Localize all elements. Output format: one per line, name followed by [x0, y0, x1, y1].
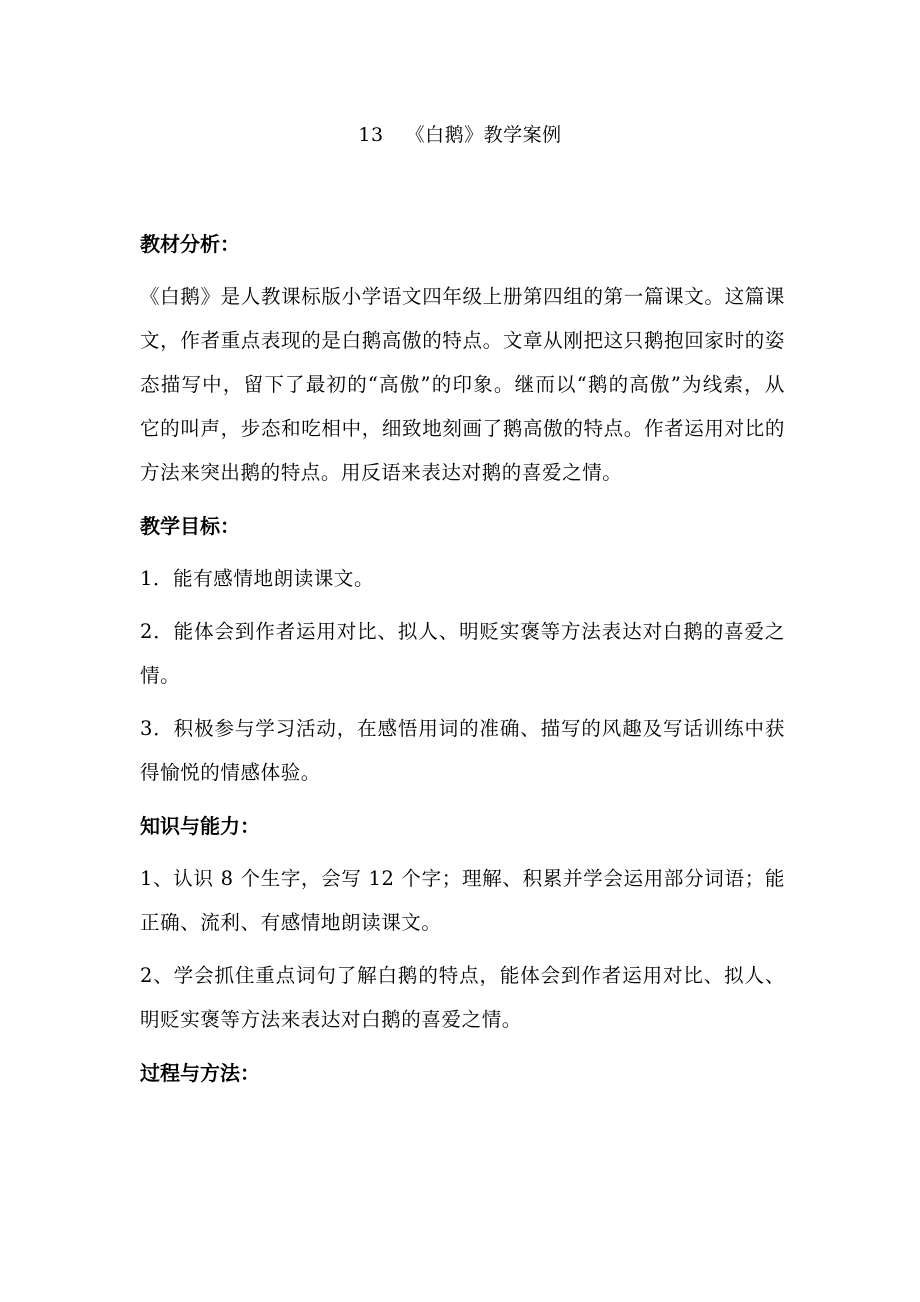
section-heading-knowledge-ability: 知识与能力：	[140, 814, 260, 838]
goal-item-2: 2．能体会到作者运用对比、拟人、明贬实褒等方法表达对白鹅的喜爱之情。	[140, 620, 785, 687]
goal-item-1: 1．能有感情地朗读课文。	[140, 567, 375, 590]
knowledge-item-2: 2、学会抓住重点词句了解白鹅的特点，能体会到作者运用对比、拟人、明贬实褒等方法来表达对白鹅的喜爱之情。	[140, 964, 785, 1031]
goal-item-3: 3．积极参与学习活动，在感悟用词的准确、描写的风趣及写话训练中获得愉悦的情感体验。	[140, 717, 785, 784]
section-heading-teaching-goals: 教学目标：	[140, 514, 240, 538]
lesson-title: 《白鹅》教学案例	[405, 124, 562, 146]
document-body	[140, 222, 785, 1104]
paragraph-textbook-analysis: 《白鹅》是人教课标版小学语文四年级上册第四组的第一篇课文。这篇课文，作者重点表现的是白鹅高傲的特点。文章从刚把这只鹅抱回家时的姿态描写中，留下了最初的“高傲”的印象。继而以“鹅的高傲”为线索，从它的叫声，步态和吃相中，细致地刻画了鹅高傲的特点。作者运用对比的方法来突出鹅的特点。用反语来表达对鹅的喜爱之情。	[140, 285, 785, 484]
section-heading-textbook-analysis: 教材分析：	[140, 232, 240, 256]
document-title	[0, 118, 920, 152]
lesson-number: 13	[358, 124, 384, 146]
section-heading-process-method: 过程与方法：	[140, 1061, 260, 1085]
knowledge-item-1: 1、认识 8 个生字，会写 12 个字；理解、积累并学会运用部分词语；能正确、流利、有感情地朗读课文。	[140, 867, 785, 934]
